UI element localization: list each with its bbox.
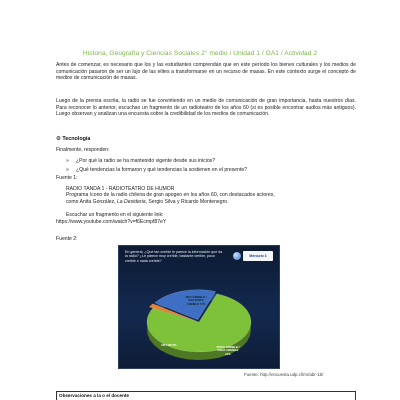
slide-logo: Mercurio 3 — [243, 251, 273, 261]
finally-label: Finalmente, responden: — [56, 147, 110, 153]
source1-listen: Escuchar un fragmento en el siguiente link: — [66, 212, 164, 218]
pie-label-blue: POCO CREÍBLE / NADA CREÍBLE 21% — [216, 345, 240, 356]
intro-paragraph: Antes de comenzar, es necesario que los y las estudiantes comprendan que en este período los bienes culturales y los medios de comunicación pasaron de ser un lujo de las elites a transformarse en un recurso de masas. En este contexto surge el concepto de medios de comunicación de masas. — [56, 62, 356, 81]
gear-icon: ⚙ — [56, 136, 61, 142]
source1-link[interactable]: https://www.youtube.com/watch?v=f6Ecmpf87eY — [56, 219, 167, 225]
source1-description — [66, 192, 286, 205]
pie-label-green: MUY CREÍBLE / BASTANTE CREÍBLE 77% — [185, 295, 207, 306]
teacher-notes-box — [56, 391, 356, 400]
source1-desc-b: , Sergio Silva y Ricardo Montenegro. — [145, 198, 229, 205]
question-item — [66, 167, 247, 174]
source2-label: Fuente 2: — [56, 236, 78, 242]
source1-label: Fuente 1: — [56, 175, 78, 181]
section-heading — [56, 136, 90, 142]
survey-slide — [118, 245, 280, 369]
radio-paragraph: Luego de la prensa escrita, la radio se fue convirtiendo en un medio de comunicación de gran importancia, hasta nuestros días. Para reconocer lo anterior, escuchan un fragmento de un radioteatro de los años 60 (si es posible encontrar audios más antiguos). Luego observan y analizan una encuesta sobre la credibilidad de los medios de comunicación. — [56, 98, 356, 117]
source1-desc-a: Programa ícono de la radio chilena de gran apogeo en los años 60, con destacados actores, como Anita González, — [66, 192, 275, 205]
question-text: ¿Por qué la radio se ha mantenido vigente desde sus inicios? — [76, 158, 216, 164]
pie-label-orange: NS / NR 2% — [161, 343, 177, 347]
section-title: Tecnología — [62, 136, 91, 142]
teacher-notes-label: Observaciones a la o el docente — [59, 393, 129, 398]
document-title: Historia, Geografía y Ciencias Sociales 2° medio / Unidad 1 / OA1 / Actividad 2 — [82, 50, 318, 57]
slide-heading: En general, ¿Qué tan creíble le parece la información que da la radio? ¿Le parece muy creíble, bastante creíble, poco creíble o nada creíble? — [125, 250, 223, 263]
source1-desc-italic: La Desideria — [116, 198, 146, 205]
pie-chart — [119, 246, 280, 369]
bullet-icon: » — [66, 158, 69, 164]
source2-caption: Fuente: http://encuesta.udp.cl/rm/abr-15/ — [244, 372, 324, 377]
question-text: ¿Qué tendencias la formaron y qué tendencias la sostienen en el presente? — [76, 167, 248, 173]
question-item — [66, 158, 215, 165]
source1-title: RADIO TANDA 1 - RADIOTEATRO DE HUMOR — [66, 186, 175, 192]
bullet-icon: » — [66, 167, 69, 173]
